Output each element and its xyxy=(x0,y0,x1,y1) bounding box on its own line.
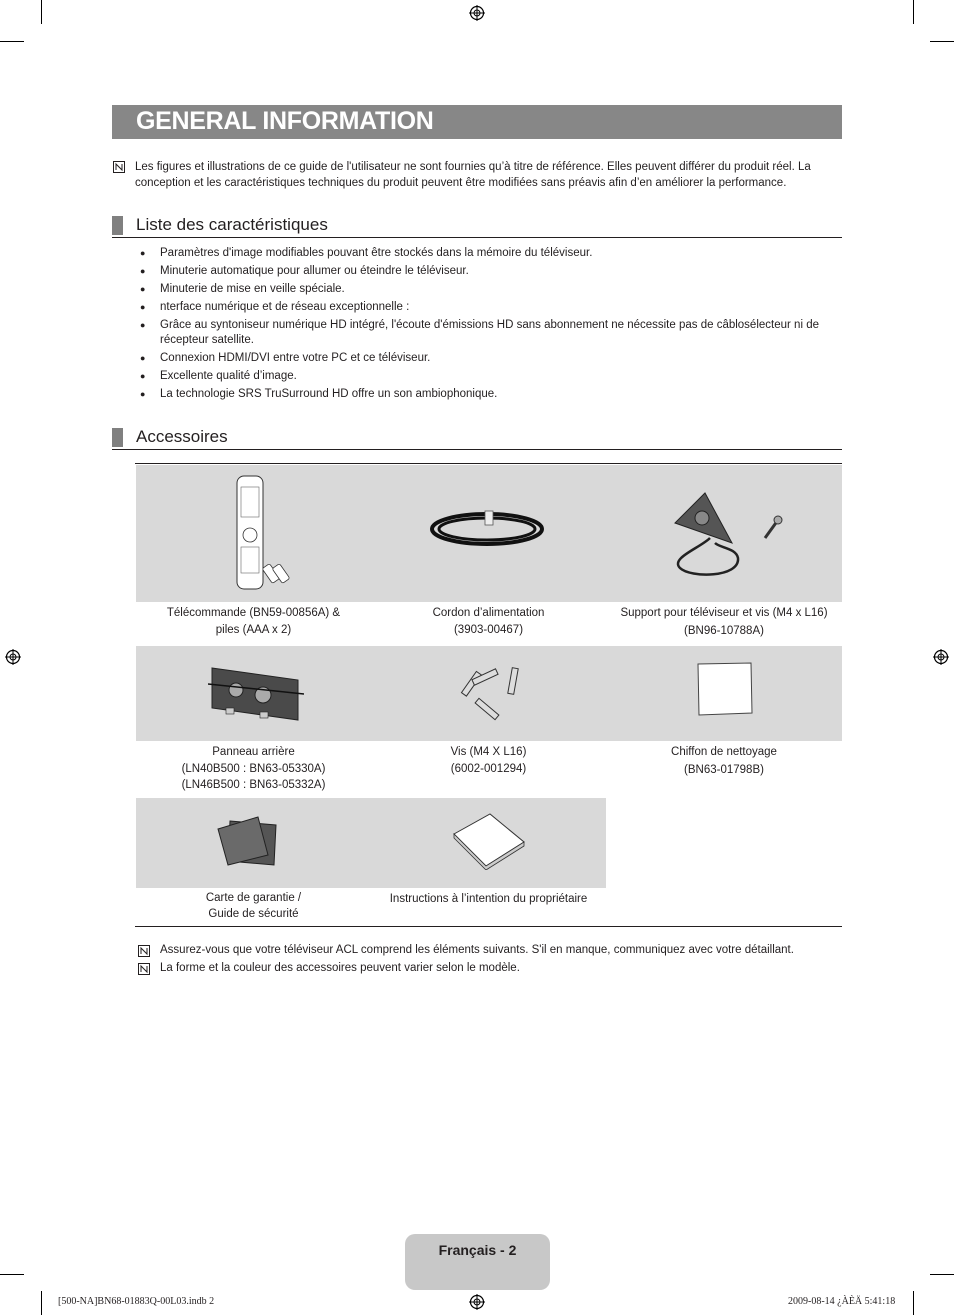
list-item: ● La technologie SRS TruSurround HD offre un son ambiophonique. xyxy=(140,387,840,402)
caption-line: piles (AAA x 2) xyxy=(215,623,292,636)
caption-line: (LN40B500 : BN63-05330A) xyxy=(181,762,326,775)
note-icon xyxy=(138,963,150,975)
caption-line: Support pour téléviseur et vis (M4 x L16) xyxy=(620,607,828,619)
list-item: ● nterface numérique et de réseau exceptionnelle : xyxy=(140,300,840,315)
caption-line: (6002-001294) xyxy=(450,762,527,775)
crop-mark xyxy=(41,0,42,24)
list-item: ● Minuterie de mise en veille spéciale. xyxy=(140,282,840,297)
crop-mark xyxy=(41,1291,42,1315)
crop-mark xyxy=(913,1291,914,1315)
section-bar xyxy=(112,428,123,447)
caption-line: Panneau arrière xyxy=(212,746,295,758)
note-text: La forme et la couleur des accessoires peuvent varier selon le modèle. xyxy=(160,961,520,974)
remote-control-icon xyxy=(230,473,300,593)
list-item: ● Connexion HDMI/DVI entre votre PC et ce téléviseur. xyxy=(140,351,840,366)
section-title: Liste des caractéristiques xyxy=(136,215,328,234)
page-title: GENERAL INFORMATION xyxy=(136,107,434,135)
caption-line: Carte de garantie / xyxy=(205,892,302,904)
back-panel-icon xyxy=(208,660,304,730)
page-label: Français - 2 xyxy=(438,1242,517,1258)
accessory-caption xyxy=(136,891,371,922)
caption-line: (3903-00467) xyxy=(453,623,524,636)
list-item: ● Grâce au syntoniseur numérique HD intégré, l'écoute d'émissions HD sans abonnement ne nécessite pas de câblosélecteur ni de récepteur satellite. xyxy=(140,318,840,348)
caption-line: Cordon d’alimentation xyxy=(432,607,545,619)
print-slug-left: [500-NA]BN68-01883Q-00L03.indb 2 xyxy=(58,1296,215,1307)
section-bar xyxy=(112,216,123,235)
section-heading-accessories xyxy=(112,427,842,450)
screws-icon xyxy=(450,664,524,726)
table-rule xyxy=(135,463,842,464)
crop-mark xyxy=(0,41,24,42)
registration-mark-icon xyxy=(933,649,949,665)
caption-line: Instructions à l’intention du propriétaire xyxy=(389,893,588,905)
accessory-caption xyxy=(371,891,606,908)
crop-mark xyxy=(930,41,954,42)
accessory-caption xyxy=(371,605,606,638)
accessory-caption xyxy=(606,605,842,639)
title-banner xyxy=(112,105,842,139)
print-slug-right: 2009-08-14 ¿ÀÈÄ 5:41:18 xyxy=(788,1296,896,1307)
accessory-caption xyxy=(606,744,842,778)
caption-line: (BN63-01798B) xyxy=(684,763,764,776)
table-rule xyxy=(135,926,842,927)
manual-booklet-icon xyxy=(450,812,528,870)
registration-mark-icon xyxy=(469,1294,485,1310)
registration-mark-icon xyxy=(469,5,485,21)
page-number-tab xyxy=(405,1234,550,1290)
caption-line: (LN46B500 : BN63-05332A) xyxy=(181,779,326,791)
caption-line: Guide de sécurité xyxy=(208,907,299,920)
accessory-caption xyxy=(371,744,606,777)
crop-mark xyxy=(930,1274,954,1275)
crop-mark xyxy=(0,1274,24,1275)
note-text: Assurez-vous que votre téléviseur ACL comprend les éléments suivants. S'il en manque, communiquez avec votre détaillant. xyxy=(160,944,794,956)
caption-line: Chiffon de nettoyage xyxy=(671,746,777,758)
stand-support-icon xyxy=(670,488,790,578)
note-icon xyxy=(138,945,150,957)
list-item: ● Excellente qualité d’image. xyxy=(140,369,840,384)
caption-line: (BN96-10788A) xyxy=(684,624,764,637)
caption-line: Vis (M4 X L16) xyxy=(450,746,527,758)
section-heading-features xyxy=(112,215,842,238)
cleaning-cloth-icon xyxy=(695,661,755,717)
accessory-image-band xyxy=(136,798,606,888)
warranty-card-icon xyxy=(214,815,280,867)
list-item: ● Paramètres d'image modifiables pouvant être stockés dans la mémoire du téléviseur. xyxy=(140,246,840,261)
intro-note: Les figures et illustrations de ce guide de l'utilisateur ne sont fournies qu’à titre de référence. Elles peuvent différer du produit réel. La conception et les caractéristiques techniques du produit peuvent être modifiées sans préavis afin d’en améliorer la performance. xyxy=(135,161,811,189)
power-cord-icon xyxy=(425,505,555,555)
accessory-caption xyxy=(136,605,371,638)
section-title: Accessoires xyxy=(136,427,228,446)
feature-list xyxy=(140,246,840,405)
list-item: ● Minuterie automatique pour allumer ou éteindre le téléviseur. xyxy=(140,264,840,279)
note-icon xyxy=(113,161,125,173)
crop-mark xyxy=(913,0,914,24)
registration-mark-icon xyxy=(5,649,21,665)
caption-line: Télécommande (BN59-00856A) & xyxy=(166,607,341,619)
accessory-notes xyxy=(138,942,838,977)
note-row xyxy=(138,942,838,960)
note-row xyxy=(138,960,838,978)
accessory-caption xyxy=(136,744,371,794)
